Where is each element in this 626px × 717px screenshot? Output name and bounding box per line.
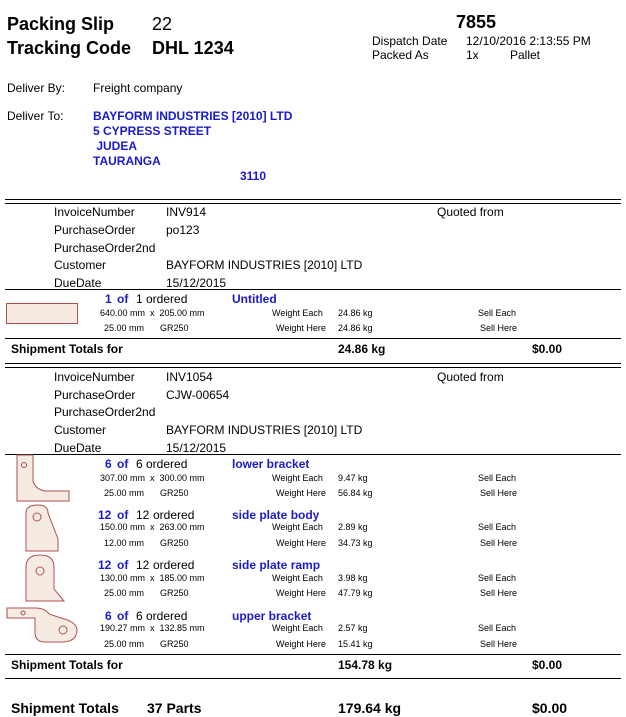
tracking-code-label: Tracking Code xyxy=(7,38,132,58)
invoice-number-value: INV1054 xyxy=(166,370,213,384)
shipment-totals-label: Shipment Totals for xyxy=(11,342,123,356)
due-date-value: 15/12/2015 xyxy=(166,441,227,455)
deliver-to-label: Deliver To: xyxy=(7,109,64,123)
sell-each-label: Sell Each xyxy=(478,623,517,633)
item-qty: 6 xyxy=(105,609,112,623)
weight-here-value: 15.41 kg xyxy=(338,639,373,649)
item-qty: 6 xyxy=(105,457,112,471)
shipment-total-price: $0.00 xyxy=(532,658,563,672)
weight-here-label: Weight Here xyxy=(276,488,326,498)
item-dimensions: 150.00 mm x 263.00 mm xyxy=(100,522,205,532)
tracking-code-value: DHL 1234 xyxy=(152,38,234,58)
invoice-number-value: INV914 xyxy=(166,205,207,219)
item-of-label: of xyxy=(117,508,129,522)
divider xyxy=(5,199,621,200)
packing-slip-label: Packing Slip xyxy=(7,14,115,34)
invoice-number-label: InvoiceNumber xyxy=(54,370,135,384)
part-shape-upper-bracket xyxy=(5,604,79,644)
weight-each-label: Weight Each xyxy=(272,623,323,633)
purchase-order-label: PurchaseOrder xyxy=(54,388,136,402)
customer-value: BAYFORM INDUSTRIES [2010] LTD xyxy=(166,258,363,272)
order-number: 7855 xyxy=(456,12,497,32)
item-ordered-qty: 6 xyxy=(136,609,143,623)
weight-each-value: 24.86 kg xyxy=(338,308,373,318)
item-thickness: 25.00 mm xyxy=(104,488,145,498)
quoted-from-label: Quoted from xyxy=(437,205,504,219)
weight-each-label: Weight Each xyxy=(272,473,323,483)
purchase-order-label: PurchaseOrder xyxy=(54,223,136,237)
item-of-label: of xyxy=(117,457,129,471)
sell-here-label: Sell Here xyxy=(480,639,518,649)
purchase-order-2nd-label: PurchaseOrder2nd xyxy=(54,241,156,255)
purchase-order-value: CJW-00654 xyxy=(166,388,230,402)
item-ordered-label: ordered xyxy=(146,457,188,471)
shipment-total-weight: 24.86 kg xyxy=(338,342,386,356)
divider xyxy=(5,654,621,655)
weight-here-value: 34.73 kg xyxy=(338,538,373,548)
address-line: JUDEA xyxy=(93,139,138,153)
sell-each-label: Sell Each xyxy=(478,473,517,483)
purchase-order-2nd-label: PurchaseOrder2nd xyxy=(54,405,156,419)
address-line: TAURANGA xyxy=(93,154,161,168)
grand-totals-weight: 179.64 kg xyxy=(338,700,402,716)
part-shape-rect xyxy=(6,303,79,325)
dispatch-date-value: 12/10/2016 2:13:55 PM xyxy=(466,34,591,48)
divider xyxy=(5,454,621,455)
due-date-value: 15/12/2015 xyxy=(166,276,227,290)
deliver-by-value: Freight company xyxy=(93,81,183,95)
grand-totals-label: Shipment Totals xyxy=(11,700,119,716)
part-shape-side-plate-ramp xyxy=(24,553,66,603)
item-name: lower bracket xyxy=(232,457,310,471)
sell-here-label: Sell Here xyxy=(480,588,518,598)
weight-each-label: Weight Each xyxy=(272,308,323,318)
item-thickness: 25.00 mm xyxy=(104,323,145,333)
item-dimensions: 640.00 mm x 205.00 mm xyxy=(100,308,205,318)
postcode: 3110 xyxy=(240,169,267,183)
weight-each-value: 2.89 kg xyxy=(338,522,368,532)
divider xyxy=(5,363,621,364)
item-qty: 12 xyxy=(98,508,112,522)
item-qty: 12 xyxy=(98,558,112,572)
item-qty: 1 xyxy=(105,292,112,306)
weight-each-label: Weight Each xyxy=(272,573,323,583)
item-dimensions: 307.00 mm x 300.00 mm xyxy=(100,473,205,483)
item-ordered-label: ordered xyxy=(153,558,195,572)
weight-here-label: Weight Here xyxy=(276,538,326,548)
grand-totals-parts: 37 Parts xyxy=(147,700,202,716)
due-date-label: DueDate xyxy=(54,441,102,455)
grand-totals-price: $0.00 xyxy=(532,700,568,716)
item-ordered-label: ordered xyxy=(146,292,188,306)
item-ordered-qty: 1 xyxy=(136,292,143,306)
item-material: GR250 xyxy=(160,588,189,598)
shipment-total-weight: 154.78 kg xyxy=(338,658,393,672)
sell-each-label: Sell Each xyxy=(478,573,517,583)
divider xyxy=(5,203,621,204)
item-ordered-label: ordered xyxy=(153,508,195,522)
item-material: GR250 xyxy=(160,639,189,649)
item-dimensions: 130.00 mm x 185.00 mm xyxy=(100,573,205,583)
weight-each-label: Weight Each xyxy=(272,522,323,532)
divider xyxy=(5,367,621,368)
divider xyxy=(5,338,621,339)
weight-each-value: 2.57 kg xyxy=(338,623,368,633)
item-name: side plate ramp xyxy=(232,558,321,572)
sell-here-label: Sell Here xyxy=(480,538,518,548)
customer-value: BAYFORM INDUSTRIES [2010] LTD xyxy=(166,423,363,437)
sell-each-label: Sell Each xyxy=(478,308,517,318)
sell-here-label: Sell Here xyxy=(480,488,518,498)
weight-here-label: Weight Here xyxy=(276,323,326,333)
customer-label: Customer xyxy=(54,423,107,437)
weight-here-value: 24.86 kg xyxy=(338,323,373,333)
item-name: Untitled xyxy=(232,292,277,306)
address-line: 5 CYPRESS STREET xyxy=(93,124,212,138)
item-thickness: 25.00 mm xyxy=(104,588,145,598)
part-shape-lower-bracket xyxy=(13,453,73,503)
shipment-total-price: $0.00 xyxy=(532,342,563,356)
item-of-label: of xyxy=(117,292,129,306)
packed-as-qty: 1x xyxy=(466,48,479,62)
divider xyxy=(5,289,621,290)
invoice-number-label: InvoiceNumber xyxy=(54,205,135,219)
due-date-label: DueDate xyxy=(54,276,102,290)
item-thickness: 12.00 mm xyxy=(104,538,145,548)
packed-as-label: Packed As xyxy=(372,48,429,62)
purchase-order-value: po123 xyxy=(166,223,200,237)
weight-each-value: 9.47 kg xyxy=(338,473,368,483)
part-shape-side-plate-body xyxy=(24,503,60,553)
sell-here-label: Sell Here xyxy=(480,323,518,333)
weight-here-value: 47.79 kg xyxy=(338,588,373,598)
item-of-label: of xyxy=(117,558,129,572)
packed-as-type: Pallet xyxy=(510,48,541,62)
item-material: GR250 xyxy=(160,323,189,333)
item-name: side plate body xyxy=(232,508,320,522)
item-material: GR250 xyxy=(160,488,189,498)
item-material: GR250 xyxy=(160,538,189,548)
item-ordered-qty: 6 xyxy=(136,457,143,471)
weight-here-label: Weight Here xyxy=(276,639,326,649)
packing-slip-number: 22 xyxy=(152,14,173,34)
weight-here-label: Weight Here xyxy=(276,588,326,598)
customer-label: Customer xyxy=(54,258,107,272)
shipment-totals-label: Shipment Totals for xyxy=(11,658,123,672)
divider xyxy=(5,678,621,679)
quoted-from-label: Quoted from xyxy=(437,370,504,384)
item-ordered-qty: 12 xyxy=(136,508,150,522)
address-line: BAYFORM INDUSTRIES [2010] LTD xyxy=(93,109,293,123)
weight-here-value: 56.84 kg xyxy=(338,488,373,498)
deliver-by-label: Deliver By: xyxy=(7,81,66,95)
dispatch-date-label: Dispatch Date xyxy=(372,34,448,48)
item-dimensions: 190.27 mm x 132.85 mm xyxy=(100,623,205,633)
item-name: upper bracket xyxy=(232,609,312,623)
item-ordered-qty: 12 xyxy=(136,558,150,572)
item-thickness: 25.00 mm xyxy=(104,639,145,649)
sell-each-label: Sell Each xyxy=(478,522,517,532)
weight-each-value: 3.98 kg xyxy=(338,573,368,583)
item-ordered-label: ordered xyxy=(146,609,188,623)
item-of-label: of xyxy=(117,609,129,623)
